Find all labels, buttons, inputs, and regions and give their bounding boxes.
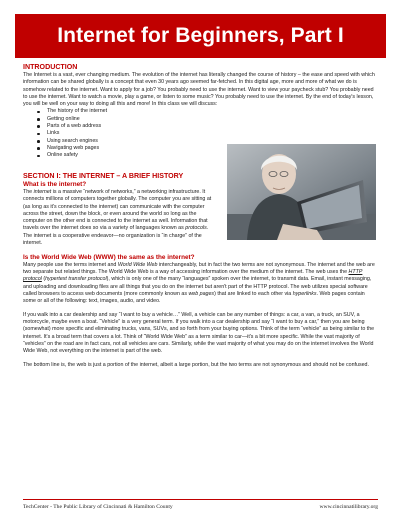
- footer-divider: [23, 499, 378, 500]
- photo-illustration: [227, 144, 376, 240]
- bullet-icon: [37, 133, 40, 136]
- section-history: [23, 172, 379, 247]
- woman-laptop-photo: [227, 144, 376, 240]
- bullet-icon: [37, 147, 40, 150]
- intro-paragraph: The Internet is a vast, ever changing medium. The evolution of the internet has literally changed the course of history – the ease and speed with which information can be shared globally is a concept that even 30 years ago seemed far-fetched. In this digital age, more and more of what we do is somehow related to the internet. Want to apply for a job? You probably need to use the internet. Want to view your paycheck stub? You probably need to use the internet. Want to watch a movie, play a game, or listen to some music? You probably need to use the internet. By the end of today's lesson, you will be well on your way to doing all this and more! In this class we will discuss:: [23, 72, 375, 107]
- bullet-icon: [37, 140, 40, 143]
- title-banner: [15, 14, 386, 58]
- what-is-internet-paragraph: The internet is a massive “network of networks,” a networking infrastructure. It connects millions of computers together globally. The computer you are sitting at (as long as it's connected to the internet) can communicate with the computer across the street, down the block, or even around the world so long as the computer on the other end is connected to the internet as well. Information that travels over the internet does so via a variety of languages known as protocols. The internet is a cooperative endeavor—no organization is “in charge” of the internet.: [23, 189, 212, 246]
- document-body: [23, 63, 379, 369]
- www-paragraph-2: If you walk into a car dealership and say “I want to buy a vehicle…” Well, a vehicle can be any number of things: a car, a van, a truck, an SUV, a motorcycle, maybe even a boat. “Vehicle” is a very general term. If you walk into a car dealership and say “I want to buy a car,” then you are being (somewhat) more specific and eliminating trucks, vans, SUVs, and so forth from your buying options. Think of the term “vehicle” as being similar to the internet. It's a broad term that covers a lot. Think of “World Wide Web” as a term similar to car—it's a bit more specific. While the vast majority of “vehicles” on the road are in fact cars, not all vehicles are cars. Similarly, while the vast majority of what you may do on the internet involves the World Wide Web, not everything on the internet is part of the web.: [23, 311, 375, 355]
- what-is-internet-heading: What is the internet?: [23, 180, 87, 188]
- www-paragraph-1: Many people use the terms internet and World Wide Web interchangeably, but in fact the two terms are not synonymous. The internet and the web are two separate but related things. The World Wide Web is a way of accessing information over the medium of the internet. The web uses the HTTP protocol (hypertext transfer protocol), which is only one of the many “languages” spoken over the internet, to transmit data. Email, instant messaging, and uploading and downloading files are all things that you do on the internet but aren't part of the HTTP protocol. The web utilizes special software called browsers to access web documents (more commonly known as web pages) that are linked to each other via hyperlinks. Web pages contain some or all of the following: text, images, audio, and video.: [23, 261, 375, 305]
- section-history-text: [23, 172, 213, 247]
- list-item: Links: [37, 130, 379, 137]
- bullet-icon: [37, 118, 40, 121]
- footer-organization: TechCenter - The Public Library of Cincinnati & Hamilton County: [23, 503, 173, 510]
- list-item: Getting online: [37, 116, 379, 123]
- footer: [23, 502, 378, 511]
- www-heading: Is the World Wide Web (WWW) the same as the internet?: [23, 253, 195, 261]
- intro-heading: INTRODUCTION: [23, 63, 78, 71]
- bullet-icon: [37, 111, 40, 114]
- www-paragraph-3: The bottom line is, the web is just a portion of the internet, albeit a large portion, but the two terms are not synonymous and should not be confused.: [23, 361, 369, 368]
- page-title: Internet for Beginners, Part I: [57, 24, 344, 47]
- list-item: Using search engines: [37, 138, 379, 145]
- bullet-icon: [37, 155, 40, 158]
- footer-website: www.cincinnatilibrary.org: [319, 503, 378, 510]
- bullet-icon: [37, 125, 40, 128]
- list-item: Online safety: [37, 152, 379, 159]
- list-item: The history of the internet: [37, 108, 379, 115]
- section-1-heading: SECTION I: THE INTERNET – A BRIEF HISTORY: [23, 171, 184, 180]
- list-item: Parts of a web address: [37, 123, 379, 130]
- list-item: Navigating web pages: [37, 145, 379, 152]
